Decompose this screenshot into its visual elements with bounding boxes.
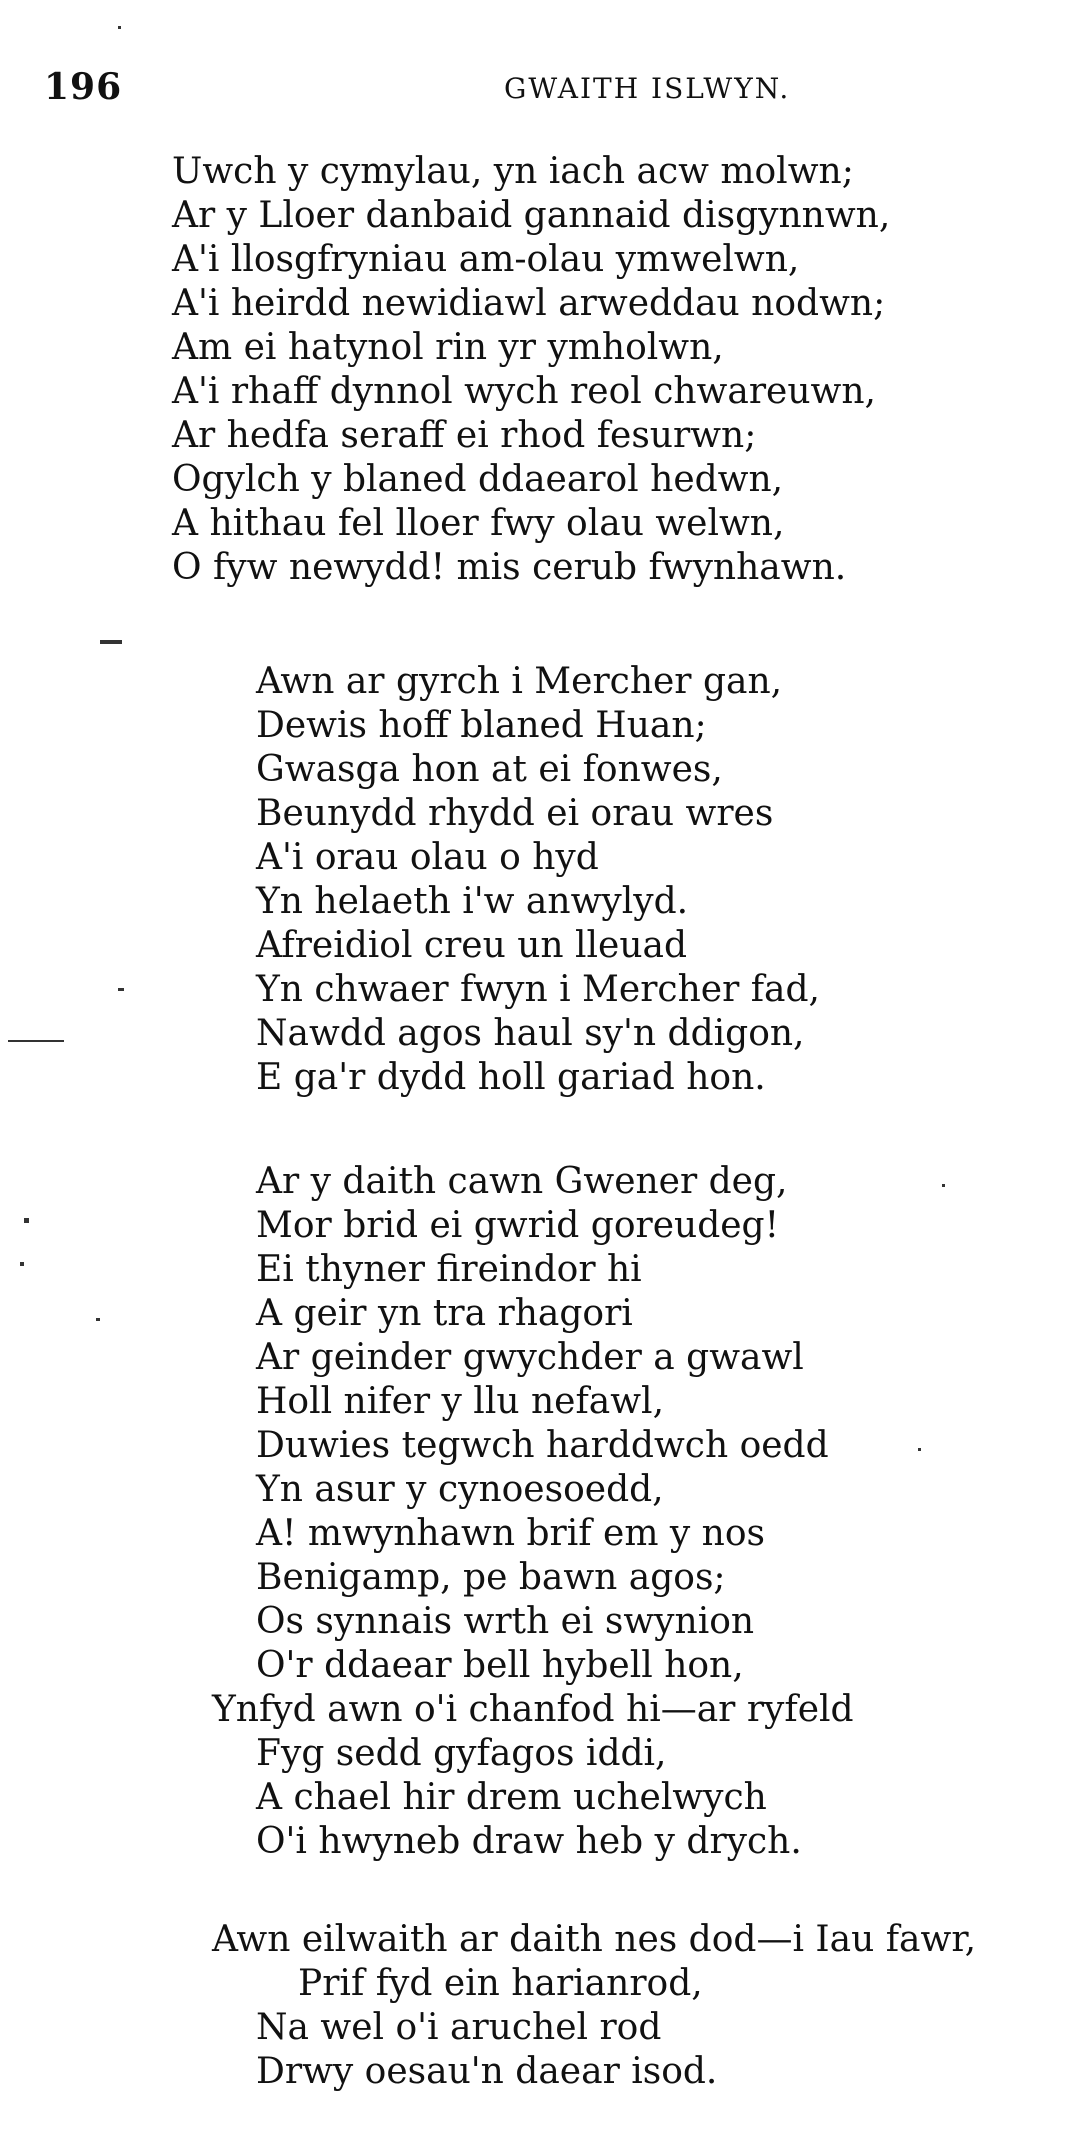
poem-line: Yn helaeth i'w anwylyd.: [256, 881, 689, 922]
poem-line: Ar y Lloer danbaid gannaid disgynnwn,: [172, 195, 891, 236]
poem-line: Gwasga hon at ei fonwes,: [256, 749, 723, 790]
poem-line: A'i heirdd newidiawl arweddau nodwn;: [172, 283, 886, 324]
poem-line: Duwies tegwch harddwch oedd: [256, 1425, 829, 1466]
scan-speck: [942, 1184, 945, 1187]
scan-speck: [8, 1040, 64, 1042]
scan-speck: [24, 1218, 29, 1223]
scan-speck: [100, 640, 122, 644]
poem-line: Ogylch y blaned ddaearol hedwn,: [172, 459, 784, 500]
page-number: 196: [44, 66, 123, 108]
poem-line: Ar hedfa seraff ei rhod fesurwn;: [172, 415, 757, 456]
poem-line: Os synnais wrth ei swynion: [256, 1601, 755, 1642]
poem-line: E ga'r dydd holl gariad hon.: [256, 1057, 766, 1098]
poem-line: Nawdd agos haul sy'n ddigon,: [256, 1013, 805, 1054]
scan-speck: [20, 1262, 24, 1266]
poem-line: Ar y daith cawn Gwener deg,: [256, 1161, 788, 1202]
poem-line: O fyw newydd! mis cerub fwynhawn.: [172, 547, 847, 588]
poem-line: A chael hir drem uchelwych: [256, 1777, 767, 1818]
poem-line: Awn eilwaith ar daith nes dod—i Iau fawr,: [212, 1919, 977, 1960]
poem-line: A! mwynhawn brif em y nos: [256, 1513, 766, 1554]
scan-speck: [96, 1318, 100, 1321]
poem-line: Beunydd rhydd ei orau wres: [256, 793, 774, 834]
poem-line: Yn asur y cynoesoedd,: [256, 1469, 664, 1510]
scan-speck: [118, 988, 124, 991]
poem-line: Prif fyd ein harianrod,: [298, 1963, 703, 2004]
poem-line: O'i hwyneb draw heb y drych.: [256, 1821, 802, 1862]
poem-line: Benigamp, pe bawn agos;: [256, 1557, 726, 1598]
poem-line: Ynfyd awn o'i chanfod hi—ar ryfeld: [212, 1689, 854, 1730]
stanza-3: [0, 1160, 1066, 1864]
stanza-1: [0, 150, 1066, 590]
poem-line: Fyg sedd gyfagos iddi,: [256, 1733, 667, 1774]
poem-line: Ar geinder gwychder a gwawl: [256, 1337, 804, 1378]
poem-line: Am ei hatynol rin yr ymholwn,: [172, 327, 724, 368]
poem-line: Mor brid ei gwrid goreudeg!: [256, 1205, 780, 1246]
poem-line: Yn chwaer fwyn i Mercher fad,: [256, 969, 820, 1010]
poem-line: A'i rhaff dynnol wych reol chwareuwn,: [172, 371, 876, 412]
poem-line: A'i llosgfryniau am-olau ymwelwn,: [172, 239, 800, 280]
poem-line: Afreidiol creu un lleuad: [256, 925, 688, 966]
poem-line: O'r ddaear bell hybell hon,: [256, 1645, 744, 1686]
poem-line: Uwch y cymylau, yn iach acw molwn;: [172, 151, 854, 192]
poem-line: Awn ar gyrch i Mercher gan,: [256, 661, 783, 702]
poem-line: Ei thyner fireindor hi: [256, 1249, 642, 1290]
stanza-4: [0, 1918, 1066, 2094]
poem-line: A'i orau olau o hyd: [256, 837, 599, 878]
poem-line: Dewis hoff blaned Huan;: [256, 705, 707, 746]
poem-line: A geir yn tra rhagori: [256, 1293, 633, 1334]
stanza-2: [0, 660, 1066, 1100]
scan-speck: [918, 1448, 921, 1451]
scan-speck: [118, 26, 121, 29]
poem-line: A hithau fel lloer fwy olau welwn,: [172, 503, 785, 544]
poem-line: Holl nifer y llu nefawl,: [256, 1381, 665, 1422]
poem-line: Na wel o'i aruchel rod: [256, 2007, 662, 2048]
poem-line: Drwy oesau'n daear isod.: [256, 2051, 718, 2092]
running-title: GWAITH ISLWYN.: [504, 72, 791, 105]
